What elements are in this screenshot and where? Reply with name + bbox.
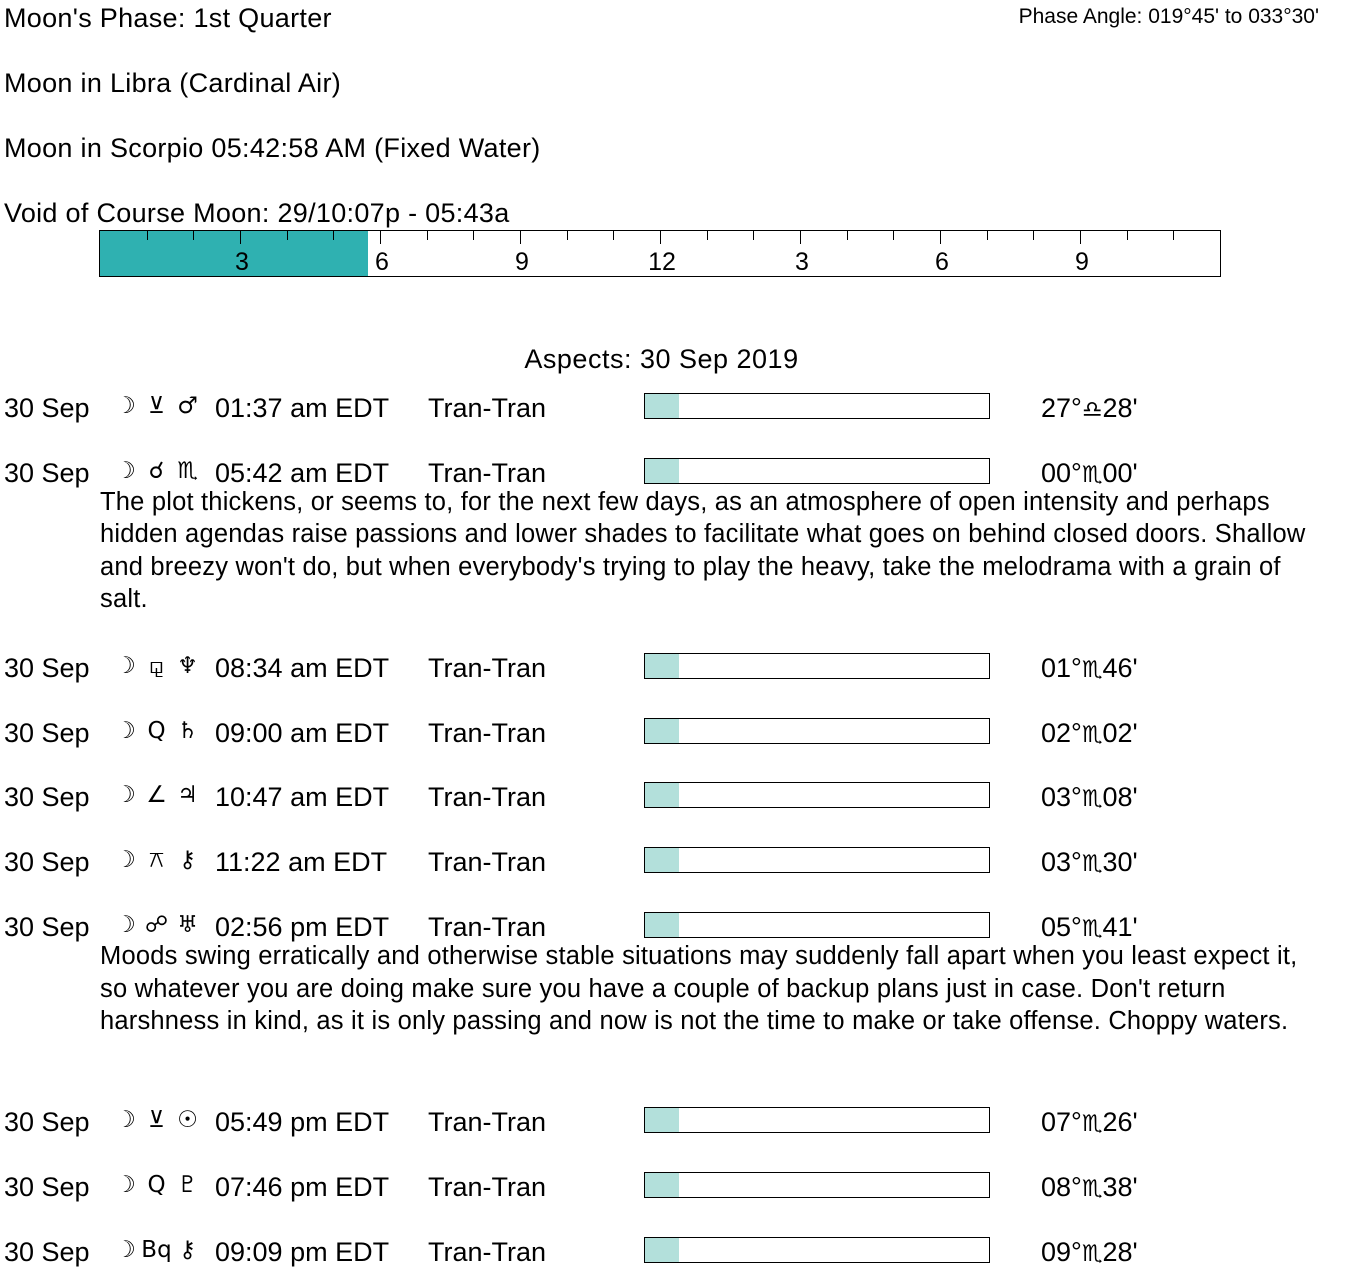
aspect-strength-fill (645, 913, 679, 937)
aspect-icon: Bq (141, 1236, 172, 1263)
zodiac-sign-icon: ♎ (1081, 397, 1103, 423)
aspect-strength-bar (644, 847, 990, 873)
timeline-tick (800, 231, 801, 244)
position-degrees: 09° (1041, 1236, 1082, 1267)
aspect-strength-fill (645, 459, 679, 483)
timeline-tick (427, 231, 428, 240)
position-degrees: 27° (1041, 393, 1082, 423)
void-period-fill (100, 231, 368, 276)
aspect-date: 30 Sep (4, 847, 90, 878)
aspect-row (0, 1107, 1353, 1139)
void-timeline (99, 230, 1221, 277)
aspect-position (1041, 1237, 1138, 1268)
aspect-strength-bar (644, 782, 990, 808)
position-degrees: 02° (1041, 717, 1082, 748)
aspect-date: 30 Sep (4, 1171, 90, 1202)
timeline-tick (847, 231, 848, 240)
aspect-position (1041, 393, 1138, 424)
aspect-time: 07:46 pm EDT (215, 1171, 390, 1202)
moon-sign-scorpio: Moon in Scorpio 05:42:58 AM (Fixed Water) (4, 133, 541, 163)
planet-icon: ♇ (177, 1171, 198, 1198)
aspect-strength-bar (644, 1237, 990, 1263)
aspect-strength-fill (645, 1108, 679, 1132)
position-degrees: 01° (1041, 652, 1082, 683)
timeline-tick (520, 231, 521, 244)
timeline-tick (613, 231, 614, 240)
aspect-type: Tran-Tran (428, 1107, 547, 1137)
timeline-label: 6 (935, 248, 949, 276)
timeline-tick (473, 231, 474, 240)
aspect-strength-bar (644, 458, 990, 484)
position-minutes: 02' (1102, 717, 1138, 748)
timeline-tick (333, 231, 334, 240)
aspect-date: 30 Sep (4, 782, 90, 813)
timeline-tick (193, 231, 194, 240)
aspect-strength-fill (645, 848, 679, 872)
planet-icon: ⚷ (179, 847, 196, 874)
aspect-strength-bar (644, 393, 990, 419)
aspect-description: Moods swing erratically and otherwise stable situations may suddenly fall apart when you least expect it, so whatever you are doing make sure you have a couple of backup plans just in case. Don't return harshness in kind, as it is only passing and now is not the time to make or take offense. Choppy waters. (100, 942, 1298, 1035)
aspect-time: 10:47 am EDT (215, 782, 390, 813)
moon-icon: ☽ (115, 652, 136, 679)
aspect-strength-bar (644, 653, 990, 679)
aspect-date: 30 Sep (4, 457, 90, 488)
aspect-position (1041, 653, 1138, 684)
aspect-type: Tran-Tran (428, 847, 547, 878)
planet-icon: ⚷ (179, 1236, 196, 1263)
aspect-date: 30 Sep (4, 717, 90, 748)
timeline-tick (940, 231, 941, 244)
aspect-row (0, 1237, 1353, 1269)
timeline-tick (287, 231, 288, 240)
aspect-position (1041, 782, 1138, 813)
aspect-date: 30 Sep (4, 393, 90, 423)
aspect-icon: ⊻ (148, 1107, 165, 1133)
timeline-tick (707, 231, 708, 240)
aspect-glyphs (110, 782, 203, 808)
timeline-tick (147, 231, 148, 240)
position-degrees: 07° (1041, 1107, 1082, 1137)
position-minutes: 38' (1102, 1171, 1138, 1202)
aspect-row (0, 393, 1353, 425)
zodiac-sign-icon: ♏ (1081, 1111, 1103, 1137)
aspect-icon: ∠ (146, 782, 167, 809)
aspect-time: 05:42 am EDT (215, 457, 390, 488)
aspect-row (0, 782, 1353, 814)
aspect-row (0, 653, 1353, 685)
position-degrees: 03° (1041, 847, 1082, 878)
timeline-tick (987, 231, 988, 240)
position-minutes: 30' (1102, 847, 1138, 878)
aspect-glyphs (110, 912, 203, 938)
position-degrees: 05° (1041, 912, 1082, 942)
aspect-glyphs (110, 653, 203, 679)
aspect-position (1041, 847, 1138, 878)
aspect-strength-fill (645, 783, 679, 807)
aspect-glyphs (110, 393, 203, 419)
aspect-glyphs (110, 718, 203, 744)
aspect-icon: Q (147, 1171, 166, 1198)
position-degrees: 08° (1041, 1171, 1082, 1202)
zodiac-sign-icon: ♏ (1081, 786, 1103, 813)
zodiac-sign-icon: ♏ (1081, 1175, 1103, 1202)
position-minutes: 00' (1102, 457, 1138, 488)
phase-angle: Phase Angle: 019°45' to 033°30' (1018, 5, 1319, 28)
aspect-icon: ⚼ (148, 652, 165, 679)
moon-icon: ☽ (115, 457, 136, 484)
aspect-position (1041, 458, 1138, 489)
moon-sign-libra: Moon in Libra (Cardinal Air) (4, 68, 342, 98)
aspect-time: 08:34 am EDT (215, 652, 390, 683)
timeline-tick (753, 231, 754, 240)
aspects-title: Aspects: 30 Sep 2019 (524, 344, 799, 374)
aspect-type: Tran-Tran (428, 652, 547, 683)
zodiac-sign-icon: ♏ (1081, 461, 1103, 488)
aspect-strength-fill (645, 1173, 679, 1197)
zodiac-sign-icon: ♏ (1081, 851, 1103, 878)
planet-icon: ♅ (177, 912, 198, 938)
timeline-label: 9 (1075, 248, 1089, 276)
position-minutes: 28' (1102, 1236, 1138, 1267)
zodiac-sign-icon: ♏ (1081, 721, 1103, 748)
planet-icon: ♆ (177, 652, 198, 679)
aspect-type: Tran-Tran (428, 1171, 547, 1202)
aspect-position (1041, 1107, 1138, 1138)
moon-icon: ☽ (115, 912, 136, 938)
aspect-time: 05:49 pm EDT (215, 1107, 390, 1137)
position-minutes: 26' (1102, 1107, 1138, 1137)
aspect-strength-fill (645, 654, 679, 678)
aspect-glyphs (110, 1107, 203, 1133)
aspect-type: Tran-Tran (428, 717, 547, 748)
position-degrees: 00° (1041, 457, 1082, 488)
position-minutes: 46' (1102, 652, 1138, 683)
position-minutes: 08' (1102, 782, 1138, 813)
timeline-tick (1033, 231, 1034, 240)
zodiac-sign-icon: ♏ (1081, 1240, 1103, 1267)
timeline-tick (1127, 231, 1128, 240)
aspect-icon: ☍ (144, 912, 169, 938)
aspect-description: The plot thickens, or seems to, for the next few days, as an atmosphere of open intensity and perhaps hidden agendas raise passions and lower shades to facilitate what goes on behind closed doors. Shallow and breezy won't do, but when everybody's trying to play the heavy, take the melodrama with a grain of salt. (100, 487, 1306, 614)
position-minutes: 28' (1102, 393, 1138, 423)
aspect-date: 30 Sep (4, 1107, 90, 1137)
zodiac-sign-icon: ♏ (1081, 916, 1103, 942)
aspect-glyphs (110, 1237, 203, 1263)
timeline-tick (1080, 231, 1081, 244)
planet-icon: ☉ (177, 1107, 198, 1133)
aspect-glyphs (110, 1172, 203, 1198)
timeline-tick (893, 231, 894, 240)
moon-icon: ☽ (115, 1236, 136, 1263)
aspect-position (1041, 912, 1138, 943)
aspect-strength-bar (644, 1172, 990, 1198)
timeline-tick (240, 231, 241, 244)
aspect-icon: ⚻ (148, 847, 165, 874)
aspect-strength-bar (644, 718, 990, 744)
aspect-strength-fill (645, 1238, 679, 1262)
moon-icon: ☽ (115, 1171, 136, 1198)
aspect-strength-bar (644, 1107, 990, 1133)
aspect-time: 01:37 am EDT (215, 393, 390, 423)
timeline-tick (1173, 231, 1174, 240)
void-of-course: Void of Course Moon: 29/10:07p - 05:43a (4, 198, 510, 228)
position-minutes: 41' (1102, 912, 1138, 942)
aspect-date: 30 Sep (4, 912, 90, 942)
aspect-icon: Q (147, 717, 166, 744)
aspect-type: Tran-Tran (428, 1236, 547, 1267)
timeline-tick (660, 231, 661, 244)
aspect-type: Tran-Tran (428, 393, 547, 423)
aspect-date: 30 Sep (4, 652, 90, 683)
planet-icon: ♃ (177, 782, 198, 809)
planet-icon: ♏ (177, 457, 198, 484)
aspect-type: Tran-Tran (428, 782, 547, 813)
timeline-tick (567, 231, 568, 240)
moon-icon: ☽ (115, 782, 136, 809)
planet-icon: ♄ (177, 717, 198, 744)
aspect-glyphs (110, 458, 203, 484)
moon-icon: ☽ (115, 1107, 136, 1133)
aspect-time: 11:22 am EDT (215, 847, 388, 878)
aspect-type: Tran-Tran (428, 912, 547, 942)
timeline-label: 6 (375, 248, 389, 276)
timeline-tick (380, 231, 381, 244)
aspect-type: Tran-Tran (428, 457, 547, 488)
aspect-date: 30 Sep (4, 1236, 90, 1267)
aspect-glyphs (110, 847, 203, 873)
aspect-strength-fill (645, 394, 679, 418)
timeline-label: 3 (235, 248, 249, 276)
planet-icon: ♂ (177, 393, 198, 419)
aspect-strength-fill (645, 719, 679, 743)
aspect-time: 09:09 pm EDT (215, 1236, 390, 1267)
moon-icon: ☽ (115, 717, 136, 744)
aspect-strength-bar (644, 912, 990, 938)
timeline-label: 12 (648, 248, 676, 276)
moon-icon: ☽ (115, 847, 136, 874)
aspect-icon: ⊻ (148, 393, 165, 419)
aspect-time: 09:00 am EDT (215, 717, 390, 748)
aspect-row (0, 1172, 1353, 1204)
aspect-position (1041, 1172, 1138, 1203)
timeline-label: 3 (795, 248, 809, 276)
aspect-time: 02:56 pm EDT (215, 912, 390, 942)
moon-icon: ☽ (115, 393, 136, 419)
zodiac-sign-icon: ♏ (1081, 656, 1103, 683)
aspect-row (0, 847, 1353, 879)
aspect-position (1041, 718, 1138, 749)
position-degrees: 03° (1041, 782, 1082, 813)
moon-phase-line: Moon's Phase: 1st Quarter (4, 3, 332, 33)
aspect-icon: ☌ (148, 457, 165, 484)
aspect-row (0, 718, 1353, 750)
timeline-label: 9 (515, 248, 529, 276)
